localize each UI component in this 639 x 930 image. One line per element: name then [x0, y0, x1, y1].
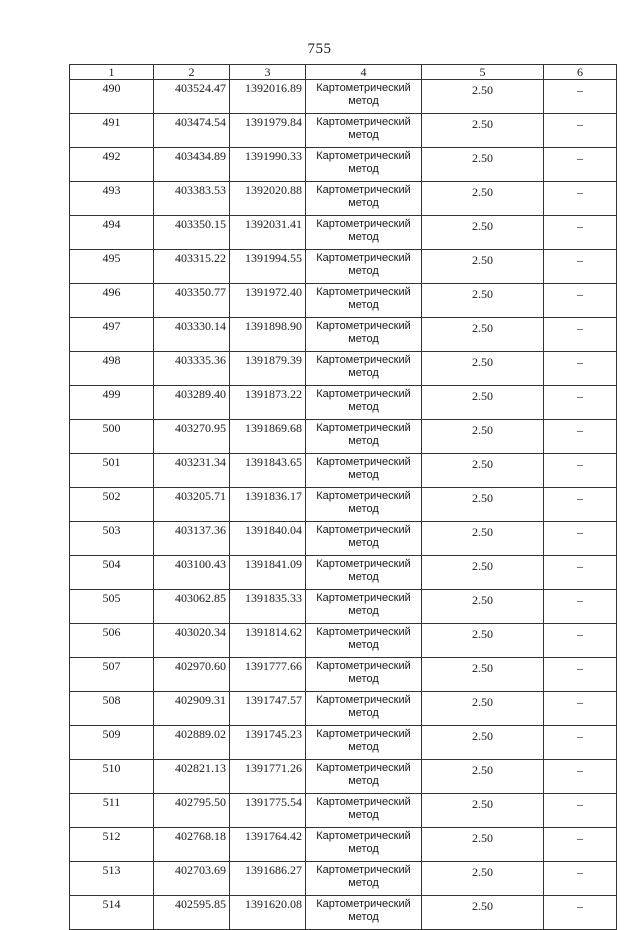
- accuracy-cell: 2.50: [422, 556, 544, 590]
- y-coordinate-cell: 1392016.89: [230, 80, 306, 114]
- accuracy-cell: 2.50: [422, 80, 544, 114]
- table-row: [70, 182, 617, 216]
- method-cell: [306, 624, 422, 658]
- method-text-line: метод: [348, 877, 379, 889]
- table-row: [70, 148, 617, 182]
- method-text-line: Картометрический: [316, 694, 411, 706]
- point-number-cell: 496: [70, 284, 154, 318]
- method-cell: [306, 522, 422, 556]
- table-row: [70, 794, 617, 828]
- method-cell: [306, 726, 422, 760]
- method-text-line: метод: [348, 775, 379, 787]
- y-coordinate-cell: 1391745.23: [230, 726, 306, 760]
- note-cell: –: [544, 760, 617, 794]
- note-cell: –: [544, 896, 617, 930]
- table-row: [70, 828, 617, 862]
- note-cell: –: [544, 114, 617, 148]
- accuracy-cell: 2.50: [422, 284, 544, 318]
- method-text-line: Картометрический: [316, 184, 411, 196]
- column-header-2: 2: [154, 65, 230, 80]
- x-coordinate-cell: 403020.34: [154, 624, 230, 658]
- note-cell: –: [544, 318, 617, 352]
- y-coordinate-cell: 1391771.26: [230, 760, 306, 794]
- method-text-line: метод: [348, 741, 379, 753]
- method-text-line: Картометрический: [316, 354, 411, 366]
- method-text-line: Картометрический: [316, 456, 411, 468]
- method-cell: [306, 80, 422, 114]
- table-row: [70, 386, 617, 420]
- point-number-cell: 492: [70, 148, 154, 182]
- accuracy-cell: 2.50: [422, 352, 544, 386]
- table-row: [70, 420, 617, 454]
- accuracy-cell: 2.50: [422, 692, 544, 726]
- point-number-cell: 494: [70, 216, 154, 250]
- note-cell: –: [544, 284, 617, 318]
- y-coordinate-cell: 1391775.54: [230, 794, 306, 828]
- column-header-4: 4: [306, 65, 422, 80]
- method-text-line: метод: [348, 163, 379, 175]
- accuracy-cell: 2.50: [422, 726, 544, 760]
- method-text-line: Картометрический: [316, 82, 411, 94]
- point-number-cell: 507: [70, 658, 154, 692]
- accuracy-cell: 2.50: [422, 658, 544, 692]
- table-row: [70, 488, 617, 522]
- method-cell: [306, 318, 422, 352]
- note-cell: –: [544, 556, 617, 590]
- y-coordinate-cell: 1391990.33: [230, 148, 306, 182]
- accuracy-cell: 2.50: [422, 216, 544, 250]
- method-cell: [306, 794, 422, 828]
- y-coordinate-cell: 1391841.09: [230, 556, 306, 590]
- x-coordinate-cell: 402703.69: [154, 862, 230, 896]
- y-coordinate-cell: 1391686.27: [230, 862, 306, 896]
- note-cell: –: [544, 590, 617, 624]
- method-text-line: Картометрический: [316, 558, 411, 570]
- method-text-line: Картометрический: [316, 320, 411, 332]
- table-row: [70, 624, 617, 658]
- header-row: [70, 65, 617, 80]
- method-text-line: метод: [348, 197, 379, 209]
- method-text-line: метод: [348, 843, 379, 855]
- x-coordinate-cell: 402768.18: [154, 828, 230, 862]
- method-text-line: метод: [348, 605, 379, 617]
- method-cell: [306, 250, 422, 284]
- point-number-cell: 500: [70, 420, 154, 454]
- method-text-line: метод: [348, 673, 379, 685]
- accuracy-cell: 2.50: [422, 420, 544, 454]
- method-text-line: метод: [348, 401, 379, 413]
- y-coordinate-cell: 1391620.08: [230, 896, 306, 930]
- y-coordinate-cell: 1391869.68: [230, 420, 306, 454]
- method-cell: [306, 386, 422, 420]
- point-number-cell: 502: [70, 488, 154, 522]
- method-text-line: Картометрический: [316, 218, 411, 230]
- method-text-line: метод: [348, 265, 379, 277]
- table-row: [70, 284, 617, 318]
- method-cell: [306, 556, 422, 590]
- method-cell: [306, 284, 422, 318]
- x-coordinate-cell: 403231.34: [154, 454, 230, 488]
- x-coordinate-cell: 402889.02: [154, 726, 230, 760]
- y-coordinate-cell: 1391840.04: [230, 522, 306, 556]
- coordinates-table: [69, 64, 617, 930]
- table-row: [70, 522, 617, 556]
- method-text-line: метод: [348, 639, 379, 651]
- x-coordinate-cell: 403330.14: [154, 318, 230, 352]
- method-text-line: метод: [348, 809, 379, 821]
- x-coordinate-cell: 403137.36: [154, 522, 230, 556]
- x-coordinate-cell: 403315.22: [154, 250, 230, 284]
- method-text-line: Картометрический: [316, 524, 411, 536]
- column-header-3: 3: [230, 65, 306, 80]
- column-header-6: 6: [544, 65, 617, 80]
- x-coordinate-cell: 403289.40: [154, 386, 230, 420]
- method-text-line: метод: [348, 435, 379, 447]
- accuracy-cell: 2.50: [422, 386, 544, 420]
- accuracy-cell: 2.50: [422, 862, 544, 896]
- method-text-line: Картометрический: [316, 864, 411, 876]
- table-row: [70, 556, 617, 590]
- note-cell: –: [544, 182, 617, 216]
- note-cell: –: [544, 658, 617, 692]
- y-coordinate-cell: 1391764.42: [230, 828, 306, 862]
- note-cell: –: [544, 522, 617, 556]
- method-cell: [306, 896, 422, 930]
- method-cell: [306, 182, 422, 216]
- point-number-cell: 501: [70, 454, 154, 488]
- method-text-line: метод: [348, 571, 379, 583]
- table-row: [70, 692, 617, 726]
- method-cell: [306, 488, 422, 522]
- note-cell: –: [544, 80, 617, 114]
- method-text-line: метод: [348, 367, 379, 379]
- method-cell: [306, 114, 422, 148]
- table-row: [70, 80, 617, 114]
- accuracy-cell: 2.50: [422, 488, 544, 522]
- note-cell: –: [544, 624, 617, 658]
- x-coordinate-cell: 403335.36: [154, 352, 230, 386]
- point-number-cell: 511: [70, 794, 154, 828]
- y-coordinate-cell: 1391814.62: [230, 624, 306, 658]
- x-coordinate-cell: 403474.54: [154, 114, 230, 148]
- point-number-cell: 510: [70, 760, 154, 794]
- method-text-line: метод: [348, 299, 379, 311]
- note-cell: –: [544, 692, 617, 726]
- note-cell: –: [544, 386, 617, 420]
- y-coordinate-cell: 1391879.39: [230, 352, 306, 386]
- point-number-cell: 504: [70, 556, 154, 590]
- method-text-line: метод: [348, 469, 379, 481]
- point-number-cell: 506: [70, 624, 154, 658]
- method-text-line: Картометрический: [316, 252, 411, 264]
- x-coordinate-cell: 402795.50: [154, 794, 230, 828]
- table-row: [70, 318, 617, 352]
- method-cell: [306, 760, 422, 794]
- x-coordinate-cell: 403524.47: [154, 80, 230, 114]
- method-text-line: Картометрический: [316, 490, 411, 502]
- method-text-line: Картометрический: [316, 150, 411, 162]
- method-text-line: метод: [348, 231, 379, 243]
- x-coordinate-cell: 403383.53: [154, 182, 230, 216]
- point-number-cell: 498: [70, 352, 154, 386]
- table-row: [70, 658, 617, 692]
- note-cell: –: [544, 828, 617, 862]
- accuracy-cell: 2.50: [422, 114, 544, 148]
- table-row: [70, 896, 617, 930]
- point-number-cell: 508: [70, 692, 154, 726]
- y-coordinate-cell: 1391972.40: [230, 284, 306, 318]
- accuracy-cell: 2.50: [422, 624, 544, 658]
- x-coordinate-cell: 403100.43: [154, 556, 230, 590]
- method-text-line: Картометрический: [316, 286, 411, 298]
- method-text-line: Картометрический: [316, 898, 411, 910]
- method-cell: [306, 216, 422, 250]
- point-number-cell: 493: [70, 182, 154, 216]
- method-text-line: метод: [348, 707, 379, 719]
- accuracy-cell: 2.50: [422, 828, 544, 862]
- accuracy-cell: 2.50: [422, 250, 544, 284]
- x-coordinate-cell: 402970.60: [154, 658, 230, 692]
- table-header: [70, 65, 617, 80]
- table-row: [70, 760, 617, 794]
- x-coordinate-cell: 403205.71: [154, 488, 230, 522]
- x-coordinate-cell: 403062.85: [154, 590, 230, 624]
- x-coordinate-cell: 403434.89: [154, 148, 230, 182]
- y-coordinate-cell: 1391994.55: [230, 250, 306, 284]
- accuracy-cell: 2.50: [422, 522, 544, 556]
- y-coordinate-cell: 1391747.57: [230, 692, 306, 726]
- accuracy-cell: 2.50: [422, 182, 544, 216]
- method-text-line: Картометрический: [316, 592, 411, 604]
- method-text-line: метод: [348, 503, 379, 515]
- method-cell: [306, 454, 422, 488]
- column-header-5: 5: [422, 65, 544, 80]
- note-cell: –: [544, 862, 617, 896]
- y-coordinate-cell: 1391873.22: [230, 386, 306, 420]
- method-cell: [306, 590, 422, 624]
- method-text-line: метод: [348, 129, 379, 141]
- x-coordinate-cell: 402909.31: [154, 692, 230, 726]
- point-number-cell: 505: [70, 590, 154, 624]
- accuracy-cell: 2.50: [422, 760, 544, 794]
- method-text-line: метод: [348, 537, 379, 549]
- table-row: [70, 216, 617, 250]
- table-row: [70, 352, 617, 386]
- method-text-line: Картометрический: [316, 422, 411, 434]
- accuracy-cell: 2.50: [422, 896, 544, 930]
- y-coordinate-cell: 1391777.66: [230, 658, 306, 692]
- table-row: [70, 726, 617, 760]
- point-number-cell: 514: [70, 896, 154, 930]
- y-coordinate-cell: 1391835.33: [230, 590, 306, 624]
- x-coordinate-cell: 403350.77: [154, 284, 230, 318]
- method-text-line: Картометрический: [316, 728, 411, 740]
- method-cell: [306, 692, 422, 726]
- note-cell: –: [544, 454, 617, 488]
- note-cell: –: [544, 148, 617, 182]
- method-text-line: Картометрический: [316, 762, 411, 774]
- x-coordinate-cell: 403350.15: [154, 216, 230, 250]
- note-cell: –: [544, 216, 617, 250]
- method-cell: [306, 420, 422, 454]
- note-cell: –: [544, 352, 617, 386]
- method-cell: [306, 148, 422, 182]
- point-number-cell: 497: [70, 318, 154, 352]
- accuracy-cell: 2.50: [422, 590, 544, 624]
- point-number-cell: 509: [70, 726, 154, 760]
- x-coordinate-cell: 402821.13: [154, 760, 230, 794]
- y-coordinate-cell: 1391843.65: [230, 454, 306, 488]
- accuracy-cell: 2.50: [422, 148, 544, 182]
- accuracy-cell: 2.50: [422, 794, 544, 828]
- accuracy-cell: 2.50: [422, 318, 544, 352]
- y-coordinate-cell: 1391979.84: [230, 114, 306, 148]
- x-coordinate-cell: 403270.95: [154, 420, 230, 454]
- y-coordinate-cell: 1391836.17: [230, 488, 306, 522]
- method-text-line: метод: [348, 911, 379, 923]
- method-text-line: метод: [348, 333, 379, 345]
- point-number-cell: 513: [70, 862, 154, 896]
- point-number-cell: 503: [70, 522, 154, 556]
- method-text-line: Картометрический: [316, 388, 411, 400]
- table-row: [70, 590, 617, 624]
- note-cell: –: [544, 726, 617, 760]
- point-number-cell: 491: [70, 114, 154, 148]
- method-text-line: Картометрический: [316, 660, 411, 672]
- note-cell: –: [544, 250, 617, 284]
- note-cell: –: [544, 794, 617, 828]
- table-body: [70, 80, 617, 930]
- method-text-line: Картометрический: [316, 830, 411, 842]
- method-text-line: метод: [348, 95, 379, 107]
- method-cell: [306, 828, 422, 862]
- column-header-1: 1: [70, 65, 154, 80]
- method-text-line: Картометрический: [316, 626, 411, 638]
- table-row: [70, 862, 617, 896]
- point-number-cell: 499: [70, 386, 154, 420]
- point-number-cell: 512: [70, 828, 154, 862]
- table-row: [70, 114, 617, 148]
- method-cell: [306, 352, 422, 386]
- note-cell: –: [544, 420, 617, 454]
- table-row: [70, 250, 617, 284]
- note-cell: –: [544, 488, 617, 522]
- y-coordinate-cell: 1392020.88: [230, 182, 306, 216]
- y-coordinate-cell: 1391898.90: [230, 318, 306, 352]
- table-row: [70, 454, 617, 488]
- x-coordinate-cell: 402595.85: [154, 896, 230, 930]
- accuracy-cell: 2.50: [422, 454, 544, 488]
- point-number-cell: 490: [70, 80, 154, 114]
- method-cell: [306, 658, 422, 692]
- y-coordinate-cell: 1392031.41: [230, 216, 306, 250]
- point-number-cell: 495: [70, 250, 154, 284]
- method-text-line: Картометрический: [316, 796, 411, 808]
- method-text-line: Картометрический: [316, 116, 411, 128]
- method-cell: [306, 862, 422, 896]
- page-number: 755: [307, 41, 332, 57]
